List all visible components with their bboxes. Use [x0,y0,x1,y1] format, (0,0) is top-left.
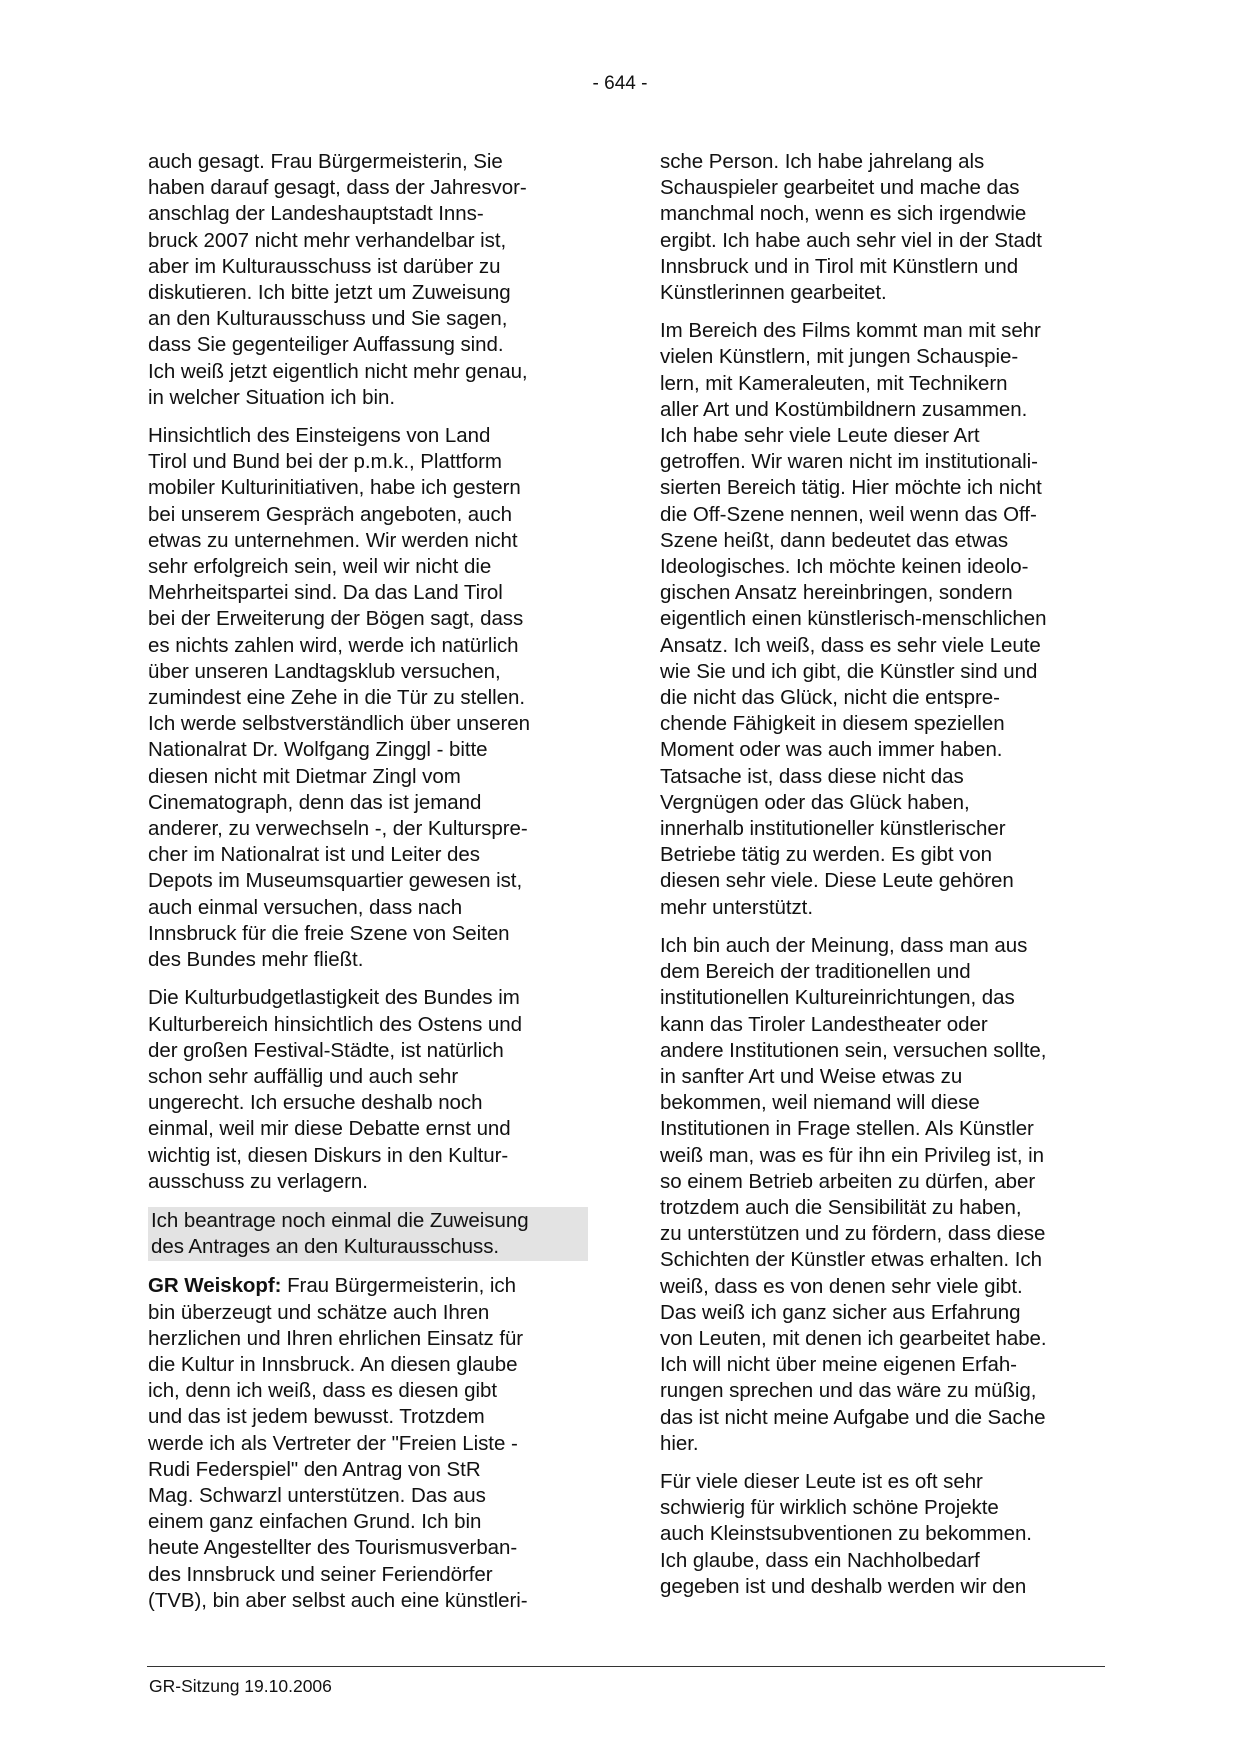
text-line: chende Fähigkeit in diesem speziellen [660,712,1005,736]
text-line: etwas zu unternehmen. Wir werden nicht [148,528,518,552]
text-line: des Antrages an den Kulturausschuss. [151,1235,500,1259]
text-line: innerhalb institutioneller künstlerischer [660,817,1006,841]
text-line: zumindest eine Zehe in die Tür zu stellen. [148,686,525,710]
speaker-name: GR Weiskopf: [148,1274,282,1298]
speaker-first-line [148,1273,588,1299]
text-line: manchmal noch, wenn es sich irgendwie [660,202,1027,226]
text-line: Mag. Schwarzl unterstützen. Das aus [148,1483,486,1507]
text-line: auch einmal versuchen, dass nach [148,895,463,919]
text-line: Institutionen in Frage stellen. Als Künstler [660,1117,1034,1141]
speaker-paragraph [148,1273,588,1614]
text-line: Schichten der Künstler etwas erhalten. Ich [660,1248,1042,1272]
text-line: Nationalrat Dr. Wolfgang Zinggl - bitte [148,738,488,762]
text-line: rungen sprechen und das wäre zu müßig, [660,1379,1037,1403]
text-line: auch Kleinstsubventionen zu bekommen. [660,1522,1032,1546]
text-line: an den Kulturausschuss und Sie sagen, [148,307,508,331]
text-line: das ist nicht meine Aufgabe und die Sache [660,1405,1046,1429]
text-line: kann das Tiroler Landestheater oder [660,1012,988,1036]
footer-session-date: GR-Sitzung 19.10.2006 [149,1676,332,1696]
text-line: Ich habe sehr viele Leute dieser Art [660,424,980,448]
text-line: dass Sie gegenteiliger Auffassung sind. [148,333,504,357]
text-line: Ich beantrage noch einmal die Zuweisung [151,1208,529,1232]
text-line: mehr unterstützt. [660,895,813,919]
text-line: hier. [660,1431,699,1455]
text-line: Ich glaube, dass ein Nachholbedarf [660,1548,980,1572]
text-line: Innsbruck und in Tirol mit Künstlern und [660,254,1019,278]
text-line: institutionellen Kultureinrichtungen, das [660,986,1015,1010]
text-line: Hinsichtlich des Einsteigens von Land [148,424,491,448]
text-line: die Off-Szene nennen, weil wenn das Off- [660,502,1037,526]
text-line: einmal, weil mir diese Debatte ernst und [148,1117,511,1141]
text-line: Betriebe tätig zu werden. Es gibt von [660,843,993,867]
text-line: Im Bereich des Films kommt man mit sehr [660,319,1041,343]
paragraph [148,149,588,411]
text-line: in sanfter Art und Weise etwas zu [660,1064,963,1088]
text-line: diesen nicht mit Dietmar Zingl vom [148,764,461,788]
text-line: ich, denn ich weiß, dass es diesen gibt [148,1379,498,1403]
page-number: - 644 - [592,73,648,94]
text-line: ergibt. Ich habe auch sehr viel in der Stadt [660,228,1042,252]
paragraph [148,985,588,1195]
text-line: es nichts zahlen wird, werde ich natürlich [148,633,519,657]
text-line: (TVB), bin aber selbst auch eine künstleri- [148,1588,528,1612]
text-line: gegeben ist und deshalb werden wir den [660,1574,1027,1598]
text-line: bin überzeugt und schätze auch Ihren [148,1300,490,1324]
text-line: Vergnügen oder das Glück haben, [660,790,970,814]
paragraph [148,423,588,973]
text-line: so einem Betrieb arbeiten zu dürfen, aber [660,1169,1036,1193]
text-line: weiß man, was es für ihn ein Privileg ist, in [660,1143,1044,1167]
text-line: der großen Festival-Städte, ist natürlich [148,1038,504,1062]
text-line: Ideologisches. Ich möchte keinen ideolo- [660,555,1029,579]
text-line: Ich werde selbstverständlich über unseren [148,712,530,736]
text-line: Das weiß ich ganz sicher aus Erfahrung [660,1300,1021,1324]
motion-highlight [148,1207,588,1261]
text-line: weiß, dass es von denen sehr viele gibt. [660,1274,1023,1298]
text-line: aber im Kulturausschuss ist darüber zu [148,254,501,278]
text-line: die Kultur in Innsbruck. An diesen glaube [148,1352,518,1376]
text-line: dem Bereich der traditionellen und [660,960,971,984]
text-line: Rudi Federspiel" den Antrag von StR [148,1457,481,1481]
text-line: Mehrheitspartei sind. Da das Land Tirol [148,581,503,605]
text-line: Szene heißt, dann bedeutet das etwas [660,528,1009,552]
text-line: Innsbruck für die freie Szene von Seiten [148,921,510,945]
text-line: schwierig für wirklich schöne Projekte [660,1496,999,1520]
text-line: bruck 2007 nicht mehr verhandelbar ist, [148,228,507,252]
text-line: von Leuten, mit denen ich gearbeitet habe. [660,1326,1047,1350]
text-line: schon sehr auffällig und auch sehr [148,1064,459,1088]
text-line: Tatsache ist, dass diese nicht das [660,764,964,788]
paragraph [660,1469,1108,1600]
text-line: vielen Künstlern, mit jungen Schauspie- [660,345,1019,369]
left-column [148,149,588,1626]
paragraph [660,933,1108,1457]
text-line: bekommen, weil niemand will diese [660,1091,980,1115]
text-line: diesen sehr viele. Diese Leute gehören [660,869,1014,893]
text-line: sierten Bereich tätig. Hier möchte ich nicht [660,476,1042,500]
text-line: des Bundes mehr fließt. [148,948,364,972]
text-line: aller Art und Kostümbildnern zusammen. [660,397,1028,421]
text-line: zu unterstützen und zu fördern, dass diese [660,1222,1046,1246]
text-line: anderer, zu verwechseln -, der Kulturspre- [148,817,528,841]
text-line: Tirol und Bund bei der p.m.k., Plattform [148,450,502,474]
text-line: anschlag der Landeshauptstadt Inns- [148,202,484,226]
text-line: gischen Ansatz hereinbringen, sondern [660,581,1013,605]
text-line: über unseren Landtagsklub versuchen, [148,659,501,683]
text-line: andere Institutionen sein, versuchen sollte, [660,1038,1047,1062]
text-line: ungerecht. Ich ersuche deshalb noch [148,1091,483,1115]
paragraph [660,149,1108,306]
text-line: auch gesagt. Frau Bürgermeisterin, Sie [148,150,503,173]
text-line: Die Kulturbudgetlastigkeit des Bundes im [148,986,520,1010]
text-line: werde ich als Vertreter der "Freien Liste - [148,1431,518,1455]
text-line: heute Angestellter des Tourismusverban- [148,1536,518,1560]
text-line: bei unserem Gespräch angeboten, auch [148,502,513,526]
text-line: Schauspieler gearbeitet und mache das [660,176,1020,200]
text-line: mobiler Kulturinitiativen, habe ich gestern [148,476,521,500]
text-line: Ich will nicht über meine eigenen Erfah- [660,1353,1017,1377]
text-line: Kulturbereich hinsichtlich des Ostens und [148,1012,522,1036]
text-line: lern, mit Kameraleuten, mit Technikern [660,371,1008,395]
text-line: Ich weiß jetzt eigentlich nicht mehr genau, [148,359,528,383]
text-line: ausschuss zu verlagern. [148,1169,368,1193]
text-line: haben darauf gesagt, dass der Jahresvor- [148,176,527,200]
text-line: diskutieren. Ich bitte jetzt um Zuweisung [148,281,511,305]
text-line: in welcher Situation ich bin. [148,385,395,409]
text-line: wichtig ist, diesen Diskurs in den Kultur- [148,1143,509,1167]
text-line: sehr erfolgreich sein, weil wir nicht die [148,555,492,579]
text-line: Für viele dieser Leute ist es oft sehr [660,1469,983,1493]
right-column [660,149,1108,1612]
text-line: Cinematograph, denn das ist jemand [148,790,482,814]
text-line: Moment oder was auch immer haben. [660,738,1003,762]
text-line: Depots im Museumsquartier gewesen ist, [148,869,523,893]
text-line: einem ganz einfachen Grund. Ich bin [148,1510,482,1534]
text-line: herzlichen und Ihren ehrlichen Einsatz für [148,1326,524,1350]
text-line: Künstlerinnen gearbeitet. [660,281,887,305]
text-line: sche Person. Ich habe jahrelang als [660,150,985,173]
text-line: Ansatz. Ich weiß, dass es sehr viele Leute [660,633,1041,657]
text-line: eigentlich einen künstlerisch-menschlichen [660,607,1047,631]
footer-divider [147,1666,1105,1667]
speaker-lines [148,1300,588,1614]
text-line: cher im Nationalrat ist und Leiter des [148,843,480,867]
text-line: des Innsbruck und seiner Feriendörfer [148,1562,493,1586]
paragraph [660,318,1108,921]
speaker-intro: Frau Bürgermeisterin, ich [281,1274,516,1298]
text-line: trotzdem auch die Sensibilität zu haben, [660,1195,1022,1219]
text-line: wie Sie und ich gibt, die Künstler sind und [660,659,1038,683]
text-line: Ich bin auch der Meinung, dass man aus [660,933,1028,957]
text-line: die nicht das Glück, nicht die entspre- [660,686,1000,710]
text-line: bei der Erweiterung der Bögen sagt, dass [148,607,524,631]
text-line: getroffen. Wir waren nicht im institutionali- [660,450,1038,474]
text-line: und das ist jedem bewusst. Trotzdem [148,1405,485,1429]
